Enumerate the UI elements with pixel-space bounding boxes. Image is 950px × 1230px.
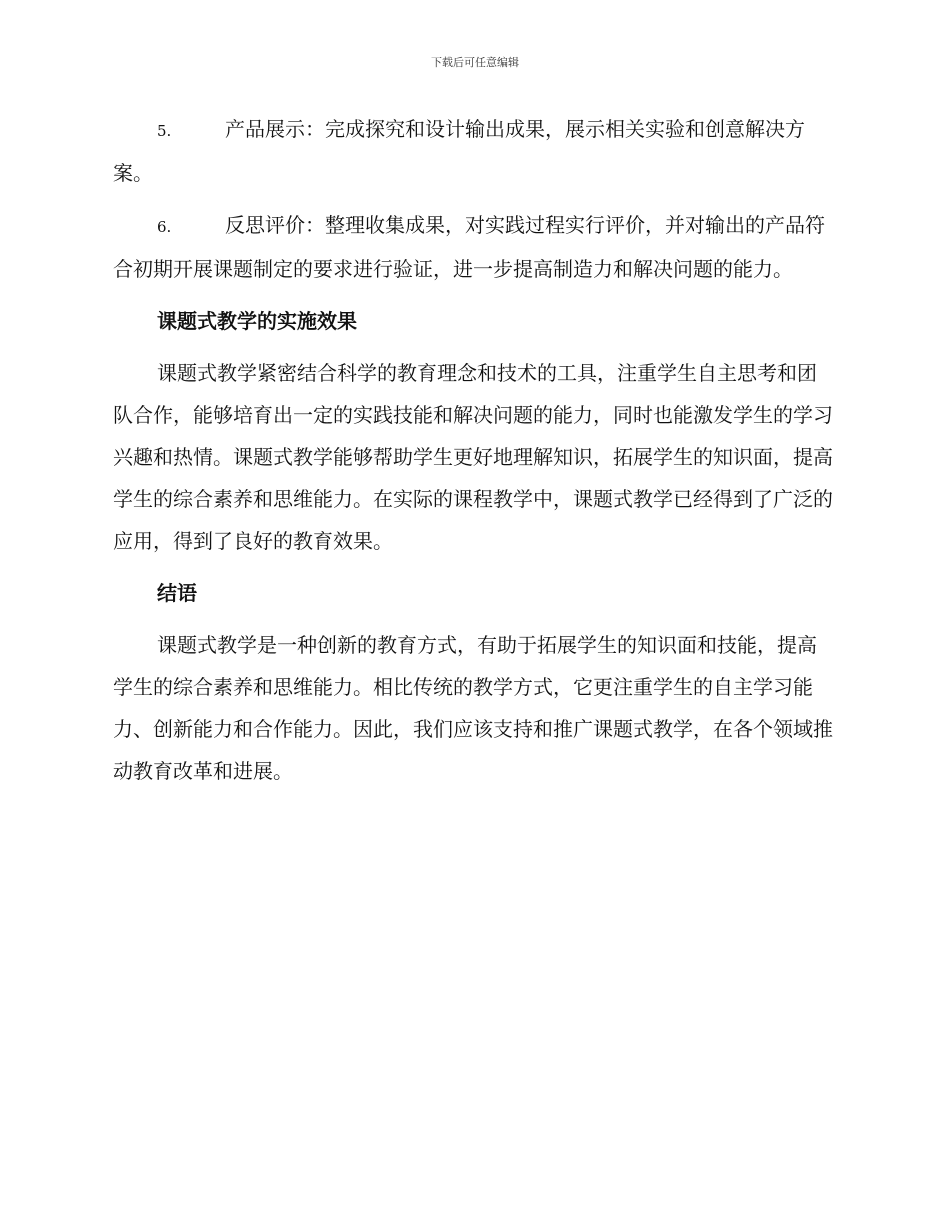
list-number: 5.	[157, 122, 172, 140]
list-number: 6.	[157, 218, 172, 236]
list-item-text: 反思评价：整理收集成果，对实践过程实行评价，并对输出的产品符合初期开展课题制定的要求进行验证，进一步提高制造力和解决问题的能力。	[113, 213, 825, 281]
section-paragraph-effects: 课题式教学紧密结合科学的教育理念和技术的工具，注重学生自主思考和团队合作，能够培育出一定的实践技能和解决问题的能力，同时也能激发学生的学习兴趣和热情。课题式教学能够帮助学生更好地理解知识，拓展学生的知识面，提高学生的综合素养和思维能力。在实际的课程教学中，课题式教学已经得到了广泛的应用，得到了良好的教育效果。	[113, 361, 833, 553]
document-body	[113, 108, 835, 802]
section-paragraph-conclusion: 课题式教学是一种创新的教育方式，有助于拓展学生的知识面和技能，提高学生的综合素养和思维能力。相比传统的教学方式，它更注重学生的自主学习能力、创新能力和合作能力。因此，我们应该支持和推广课题式教学，在各个领域推动教育改革和进展。	[113, 633, 833, 783]
section-heading-effects: 课题式教学的实施效果	[157, 309, 357, 333]
list-item-6	[113, 204, 835, 290]
section-heading-conclusion: 结语	[157, 581, 197, 605]
page-header: 下载后可任意编辑	[431, 56, 519, 69]
list-item-5	[113, 108, 835, 194]
list-item-text: 产品展示：完成探究和设计输出成果，展示相关实验和创意解决方案。	[113, 117, 805, 185]
